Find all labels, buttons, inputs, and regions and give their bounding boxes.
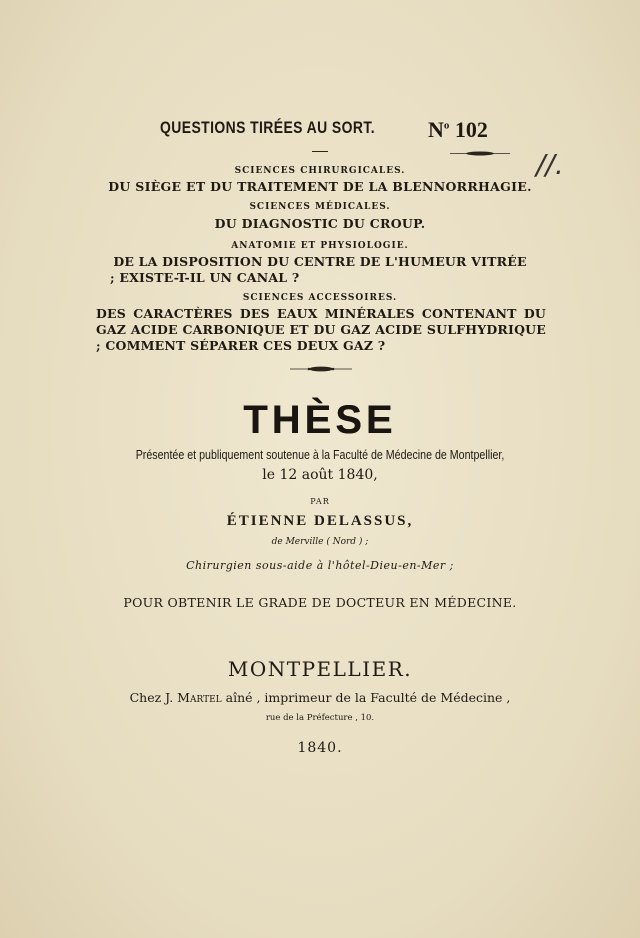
par-label: PAR (310, 497, 330, 506)
questions-title: QUESTIONS TIRÉES AU SORT. (160, 118, 375, 137)
ornament-rule-icon (450, 151, 510, 156)
presented-line: Présentée et publiquement soutenue à la Faculté de Médecine de Montpellier, (135, 447, 505, 462)
numero-value: 102 (454, 117, 488, 142)
imprint-street: rue de la Préfecture , 10. (265, 713, 375, 723)
ornament-divider-icon (290, 366, 352, 372)
imprint-year: 1840. (297, 740, 343, 756)
printer-pre: Chez J. (129, 690, 178, 705)
thesis-title: THÈSE (0, 398, 640, 443)
author-role: Chirurgien sous-aide à l'hôtel-Dieu-en-Mer ; (186, 559, 454, 572)
numero-prefix: N (428, 117, 444, 142)
subject-surgical: DU SIÈGE ET DU TRAITEMENT DE LA BLENNORRHAGIE. (108, 179, 532, 194)
author-name: ÉTIENNE DELASSUS, (226, 513, 414, 529)
author-origin: de Merville ( Nord ) ; (271, 537, 369, 547)
subject-accessory: DES CARACTÈRES DES EAUX MINÉRALES CONTENANT DU GAZ ACIDE CARBONIQUE ET DU GAZ ACIDE SULFHYDRIQUE ; COMMENT SÉPARER CES DEUX GAZ ? (96, 306, 546, 353)
category-medical: SCIENCES MÉDICALES. (249, 202, 391, 212)
small-rule (312, 151, 328, 152)
subject-medical: DU DIAGNOSTIC DU CROUP. (214, 216, 426, 231)
imprint-city: MONTPELLIER. (227, 657, 413, 681)
degree-goal: POUR OBTENIR LE GRADE DE DOCTEUR EN MÉDECINE. (123, 595, 517, 610)
category-anatomy: ANATOMIE ET PHYSIOLOGIE. (231, 241, 409, 251)
printer-post: aîné , imprimeur de la Faculté de Médecine , (221, 690, 511, 705)
printer-name: Martel (177, 690, 222, 705)
imprint-printer (0, 690, 640, 705)
handwritten-note: //. (536, 148, 564, 181)
subject-anatomy: DE LA DISPOSITION DU CENTRE DE L'HUMEUR VITRÉE ; EXISTE-T-IL UN CANAL ? (110, 254, 527, 285)
thesis-number (428, 117, 488, 143)
numero-sup: o (443, 119, 450, 132)
category-accessory: SCIENCES ACCESSOIRES. (242, 293, 398, 303)
category-surgical: SCIENCES CHIRURGICALES. (234, 166, 406, 176)
defense-date: le 12 août 1840, (262, 467, 378, 483)
